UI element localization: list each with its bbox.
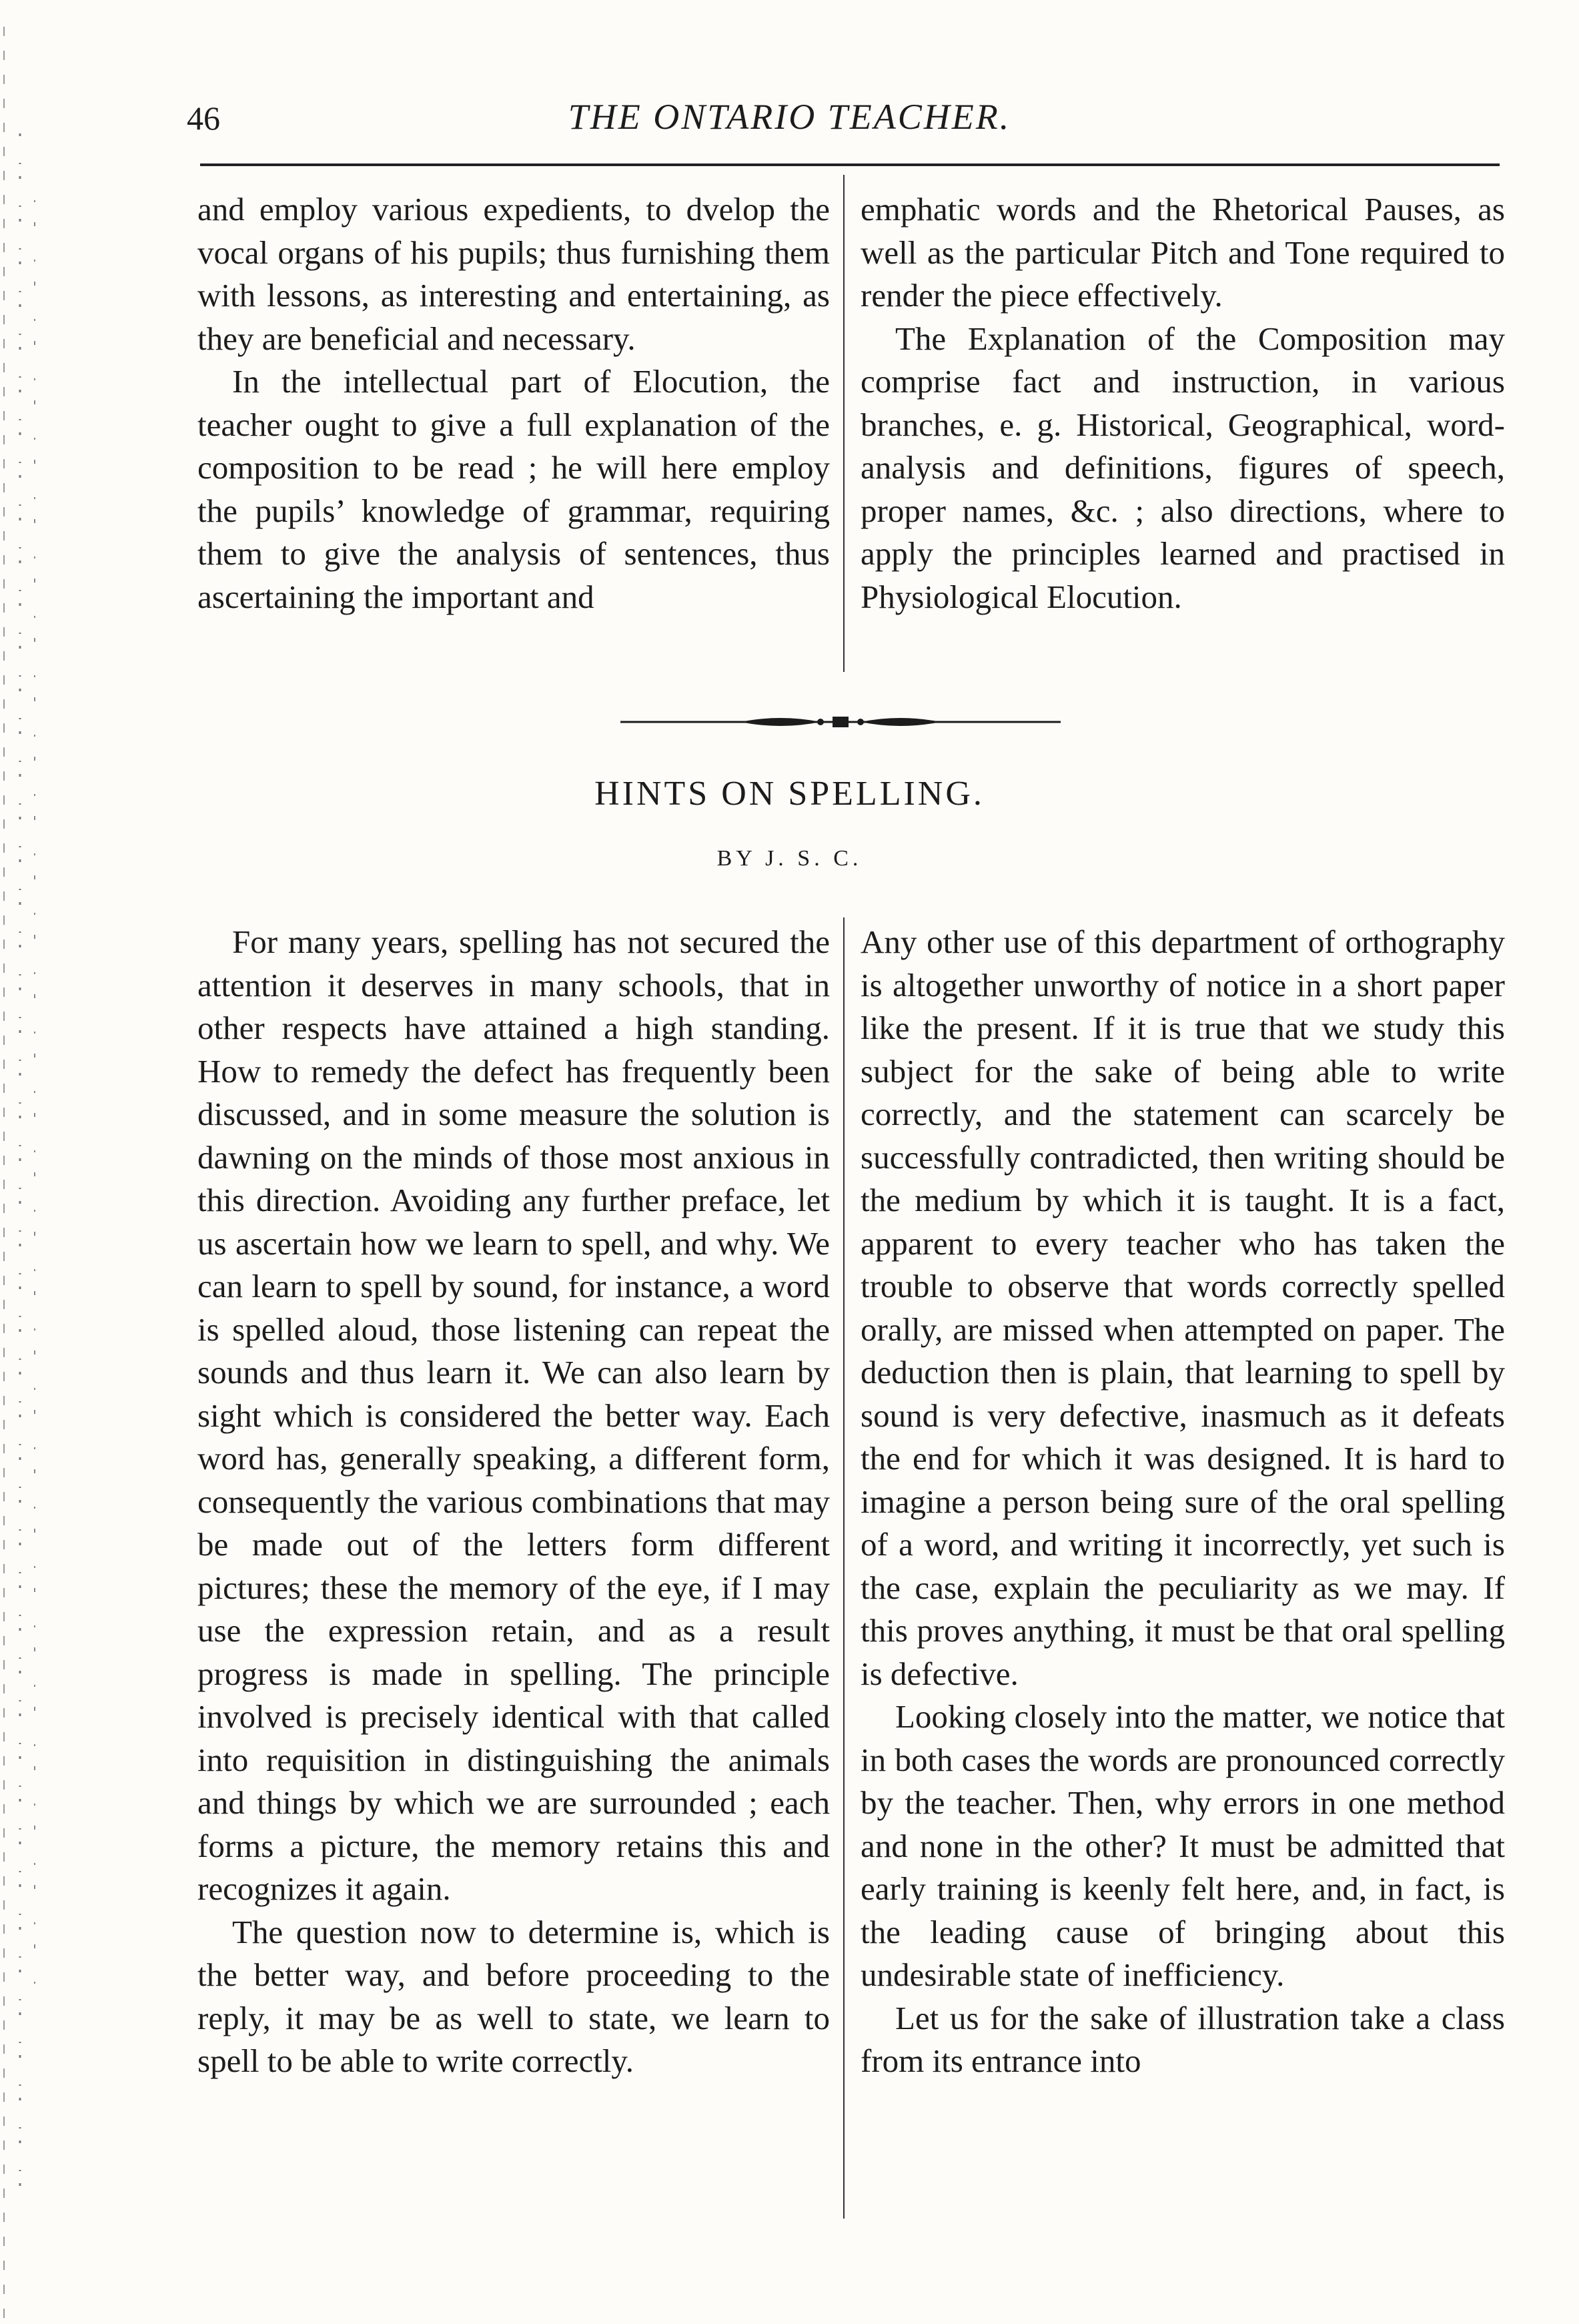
ornament-divider	[620, 709, 1061, 735]
paragraph: Any other use of this department of orthography is altogether unworthy of notice in a short paper like the present. If it is true that we study this subject for the sake of being able to write correctly, and the statement can scarcely be successfully contradicted, then writing should be the medium by which it is taught. It is a fact, apparent to every teacher who has taken the trouble to observe that words correctly spelled orally, are missed when attempted on paper. The deduction then is plain, that learning to spell by sound is very defective, inasmuch as it defeats the end for which it was designed. It is hard to imagine a person being sure of the oral spelling of a word, and writing it incorrectly, yet such is the case, explain the peculiarity as we may. If this proves anything, it must be that oral spelling is defective.	[861, 923, 1505, 1692]
page-header	[0, 87, 1579, 153]
header-rule	[200, 163, 1500, 166]
paragraph: For many years, spelling has not secured the attention it deserves in many schools, that in other respects have attained a high standing. How to remedy the defect has frequently been discussed, and in some measure the solution is dawning on the minds of those most anxious in this direction. Avoiding any further preface, let us ascertain how we learn to spell, and why. We can learn to spell by sound, for instance, a word is spelled aloud, those listening can repeat the sounds and thus learn it. We can also learn by sight which is considered the better way. Each word has, generally speaking, a different form, consequently the various combinations that may be made out of the letters form different pictures; these the memory of the eye, if I may use the expression retain, and as a result progress is made in spelling. The principle involved is precisely identical with that called into requisition in distinguishing the animals and things by which we are surrounded ; each forms a picture, the memory retains this and recognizes it again.	[197, 923, 830, 1907]
paragraph: In the intellectual part of Elocution, the teacher ought to give a full explanation of the composition to be read ; he will here employ the pupils’ knowledge of grammar, requiring them to give the analysis of sentences, thus ascertaining the important and	[197, 363, 830, 615]
section2-right-column	[861, 921, 1505, 2083]
column-divider	[843, 175, 845, 672]
column-divider	[843, 917, 845, 2219]
paragraph: The question now to determine is, which is the better way, and before proceeding to the reply, it may be as well to state, we learn to spell to be able to write correctly.	[197, 1913, 830, 2079]
article-title: HINTS ON SPELLING.	[594, 775, 985, 813]
running-title: THE ONTARIO TEACHER.	[568, 97, 1011, 137]
paragraph: emphatic words and the Rhetorical Pauses, as well as the particular Pitch and Tone required to render the piece effectively.	[861, 191, 1505, 314]
paragraph: Let us for the sake of illustration take a class from its entrance into	[861, 1999, 1505, 2079]
paragraph: Looking closely into the matter, we notice that in both cases the words are pronounced correctly by the teacher. Then, why errors in one method and none in the other? It must be admitted that early training is keenly felt here, and, in fact, is the leading cause of bringing about this undesirable state of inefficiency.	[861, 1698, 1505, 1993]
page-number: 46	[187, 99, 220, 137]
section1-left-column	[197, 188, 830, 619]
paragraph: The Explanation of the Composition may comprise fact and instruction, in various branches, e. g. Historical, Geographical, word-analysis and definitions, figures of speech, proper names, &c. ; also directions, where to apply the principles learned and practised in Physiological Elocution.	[861, 320, 1505, 615]
paragraph: and employ various expedients, to dvelop the vocal organs of his pupils; thus furnishing them with lessons, as interesting and entertaining, as they are beneficial and necessary.	[197, 191, 830, 357]
scan-margin-specks	[0, 0, 60, 2324]
article-byline: BY J. S. C.	[716, 846, 863, 871]
section1-right-column	[861, 188, 1505, 619]
section2-left-column	[197, 921, 830, 2083]
